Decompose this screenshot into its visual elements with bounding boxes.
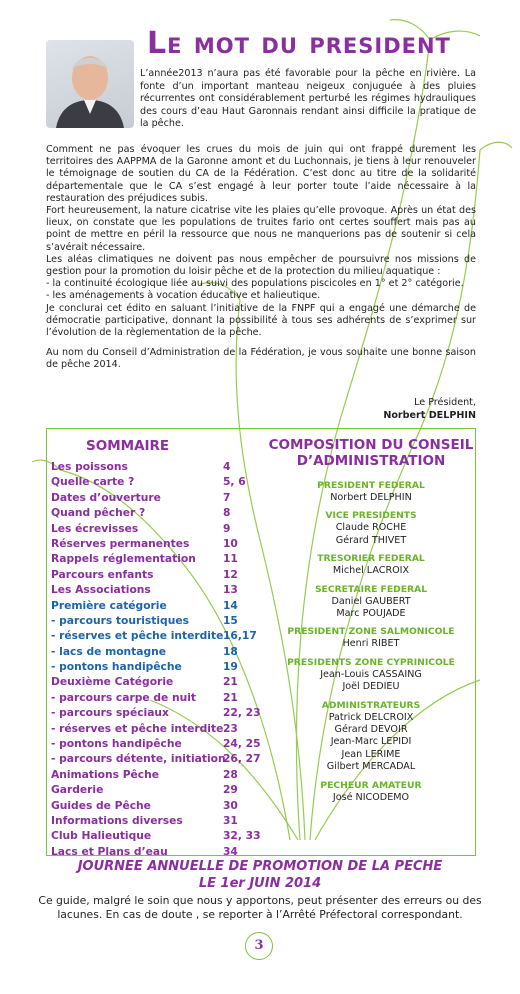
board-role: TRESORIER FEDERAL xyxy=(317,553,425,565)
sommaire-item[interactable] xyxy=(51,613,261,628)
sommaire-item[interactable] xyxy=(51,736,261,751)
body-paragraph: Fort heureusement, la nature cicatrise vite les plaies qu’elle provoque. Après un état des lieux, on constate que les populations de truites fario ont certes souffert mais pas au point de mettre en péril la ressource que nous ne manquerions pas de soutenir si cela s’avérait nécessaire. xyxy=(46,205,476,253)
signature xyxy=(383,396,476,422)
sommaire-item-page: 4 xyxy=(223,460,231,473)
sommaire-item-label: - réserves et pêche interdite xyxy=(51,721,224,735)
sommaire-item-label: - lacs de montagne xyxy=(51,644,166,658)
board-role: ADMINISTRATEURS xyxy=(321,699,421,711)
sommaire-item-label: - parcours détente, initiation xyxy=(51,752,226,766)
board-role: PECHEUR AMATEUR xyxy=(320,779,422,791)
sommaire-item-page: 8 xyxy=(223,506,231,520)
sommaire-item-page: 28 xyxy=(223,767,238,781)
sommaire-item[interactable] xyxy=(51,828,261,843)
sommaire-item-page: 13 xyxy=(223,583,238,597)
signature-name: Norbert DELPHIN xyxy=(383,410,476,421)
sommaire-item-label: Garderie xyxy=(51,783,104,797)
sommaire-item-page: 16,17 xyxy=(223,629,257,643)
sommaire-item-page: 11 xyxy=(223,552,238,566)
sommaire-item[interactable] xyxy=(51,751,261,766)
sommaire-item[interactable] xyxy=(51,521,261,536)
sommaire-item-label: - réserves et pêche interdite xyxy=(51,629,224,643)
board-member-name: Henri RIBET xyxy=(342,638,400,650)
sommaire-item[interactable] xyxy=(51,567,261,582)
sommaire-item-label: Quand pêcher ? xyxy=(51,506,146,520)
sommaire-item[interactable] xyxy=(51,798,261,813)
sommaire-item-page: 32, 33 xyxy=(223,829,261,843)
sommaire-item-page: 23 xyxy=(223,721,238,735)
body-paragraph: Je conclurai cet édito en saluant l’initiative de la FNPF qui a engagé une démarche de démocratie participative, donnant la possibilité à tous ses adhérents de s’exprimer sur l’évolution de la règlementation de la pêche. xyxy=(46,302,476,339)
sommaire-item[interactable] xyxy=(51,582,261,597)
board-member-name: Marc POUJADE xyxy=(336,608,406,620)
board-member-name: José NICODEMO xyxy=(332,791,410,803)
sommaire-item-page: 22, 23 xyxy=(223,706,261,720)
composition-title: COMPOSITION DU CONSEIL D’ADMINISTRATION xyxy=(268,437,474,469)
body-paragraph: Les aléas climatiques ne doivent pas nous empêcher de poursuivre nos missions de gestion pour la promotion du loisir pêche et de la protection du milieu aquatique : xyxy=(46,253,476,278)
sommaire-item-page: 14 xyxy=(223,598,238,612)
sommaire-item-page: 5, 6 xyxy=(223,475,246,489)
sommaire-item-label: Informations diverses xyxy=(51,813,183,827)
board-member-name: Gérard DEVOIR xyxy=(334,724,408,736)
sommaire-item-label: Lacs et Plans d’eau xyxy=(51,844,168,858)
sommaire-item-page: 29 xyxy=(223,783,238,797)
sommaire-item-label: Dates d’ouverture xyxy=(51,490,161,504)
sommaire-item[interactable] xyxy=(51,474,261,489)
board-member-name: Patrick DELCROIX xyxy=(328,711,414,723)
board-role: VICE PRESIDENTS xyxy=(325,510,417,522)
board-member-name: Joël DEDIEU xyxy=(342,681,400,693)
sommaire-list xyxy=(51,459,261,859)
board-role: PRESIDENT ZONE SALMONICOLE xyxy=(287,626,455,638)
board-member-name: Gilbert MERCADAL xyxy=(326,761,416,773)
sommaire-item[interactable] xyxy=(51,767,261,782)
board-role: PRESIDENTS ZONE CYPRINICOLE xyxy=(287,656,455,668)
sommaire-item[interactable] xyxy=(51,813,261,828)
sommaire-item-page: 15 xyxy=(223,613,238,627)
sommaire-item-page: 9 xyxy=(223,521,231,535)
sommaire-item-label: Deuxième Catégorie xyxy=(51,675,174,689)
sommaire-item[interactable] xyxy=(51,536,261,551)
board-member-name: Jean-Louis CASSAING xyxy=(320,668,422,680)
sommaire-item-label: - parcours spéciaux xyxy=(51,706,169,720)
board-member-name: Jean LERIME xyxy=(341,748,401,760)
sommaire-item-label: Les poissons xyxy=(51,460,128,473)
page-title: Le mot du president xyxy=(147,26,451,61)
disclaimer-line: lacunes. En cas de doute , se reporter à l’Arrêté Préfectoral correspondant. xyxy=(57,908,463,921)
disclaimer-note xyxy=(0,894,520,922)
sommaire-item-page: 21 xyxy=(223,690,238,704)
sommaire-item-page: 24, 25 xyxy=(223,737,261,751)
sommaire-item-label: Quelle carte ? xyxy=(51,475,135,489)
sommaire-item-label: Guides de Pêche xyxy=(51,798,151,812)
sommaire-item-label: Première catégorie xyxy=(51,598,167,612)
sommaire-item-label: - parcours carpe de nuit xyxy=(51,690,196,704)
sommaire-item-label: Rappels réglementation xyxy=(51,552,196,566)
sommaire-item-label: Réserves permanentes xyxy=(51,536,190,550)
sommaire-item[interactable] xyxy=(51,721,261,736)
sommaire-item-label: Club Halieutique xyxy=(51,829,152,843)
sommaire-item[interactable] xyxy=(51,705,261,720)
sommaire-item[interactable] xyxy=(51,659,261,674)
body-paragraph: - les aménagements à vocation éducative et halieutique. xyxy=(46,290,321,302)
sommaire-item-page: 12 xyxy=(223,567,238,581)
board-role: SECRETAIRE FEDERAL xyxy=(314,583,428,595)
board-member-name: Gérard THIVET xyxy=(335,534,407,546)
sommaire-item-page: 26, 27 xyxy=(223,752,261,766)
sommaire-item-page: 19 xyxy=(223,660,238,674)
sommaire-item-page: 18 xyxy=(223,644,238,658)
page-number: 3 xyxy=(245,932,273,960)
board-member-name: Michel LACROIX xyxy=(332,565,410,577)
sommaire-item-label: - pontons handipêche xyxy=(51,660,182,674)
sommaire-item-page: 34 xyxy=(223,844,238,858)
sommaire-item[interactable] xyxy=(51,598,261,613)
body-paragraph: Comment ne pas évoquer les crues du mois de juin qui ont frappé durement les territoires des AAPPMA de la Garonne amont et du Luchonnais, je tiens à leur renouveler le témoignage de soutien du CA de la Fédération. C’est donc au titre de la solidarité départementale que le CA s’est engagé à leur porter toute l’aide nécessaire à la restauration des préjudices subis. xyxy=(46,144,476,204)
sommaire-item[interactable] xyxy=(51,644,261,659)
disclaimer-line: Ce guide, malgré le soin que nous y apportons, peut présenter des erreurs ou des xyxy=(38,894,482,907)
board-member-name: Claude ROCHE xyxy=(335,522,407,534)
president-photo xyxy=(46,40,134,128)
journee-line: JOURNEE ANNUELLE DE PROMOTION DE LA PECHE xyxy=(77,859,443,874)
sommaire-item-page: 30 xyxy=(223,798,238,812)
sommaire-item[interactable] xyxy=(51,674,261,689)
body-paragraph: - la continuité écologique liée au suivi des populations piscicoles en 1° et 2° catégorie. xyxy=(46,278,464,290)
intro-paragraph: L’année2013 n’aura pas été favorable pour la pêche en rivière. La fonte d’un important manteau neigeux conjuguée à des pluies récurrentes ont considérablement perturbé les régimes hydrauliques des cours d’eau Haut Garonnais rendant ainsi difficile la pratique de la pêche. xyxy=(140,68,476,129)
board-member-name: Norbert DELPHIN xyxy=(330,492,412,503)
sommaire-item-label: Les écrevisses xyxy=(51,521,139,535)
sommaire-item[interactable] xyxy=(51,490,261,505)
body-paragraph: Au nom du Conseil d’Administration de la Fédération, je vous souhaite une bonne saison de pêche 2014. xyxy=(46,347,476,371)
sommaire-item[interactable] xyxy=(51,551,261,566)
sommaire-item-label: Les Associations xyxy=(51,583,151,597)
sommaire-item-label: Parcours enfants xyxy=(51,567,154,581)
sommaire-item[interactable] xyxy=(51,782,261,797)
editorial-body xyxy=(46,144,476,372)
board-member-name: Daniel GAUBERT xyxy=(331,595,411,607)
sommaire-item-page: 31 xyxy=(223,813,238,827)
sommaire-item[interactable] xyxy=(51,459,261,474)
sommaire-item[interactable] xyxy=(51,690,261,705)
sommaire-item-page: 21 xyxy=(223,675,238,689)
sommaire-item[interactable] xyxy=(51,628,261,643)
sommaire-item[interactable] xyxy=(51,844,261,859)
sommaire-item-label: Animations Pêche xyxy=(51,767,159,781)
composition-list xyxy=(266,480,476,804)
sommaire-item-label: - parcours touristiques xyxy=(51,613,189,627)
journee-banner xyxy=(0,858,520,892)
sommaire-item-page: 7 xyxy=(223,490,231,504)
board-role: PRESIDENT FEDERAL xyxy=(317,480,425,491)
sommaire-item[interactable] xyxy=(51,505,261,520)
signature-role: Le Président, xyxy=(414,397,476,408)
sommaire-title: SOMMAIRE xyxy=(86,438,170,454)
sommaire-item-label: - pontons handipêche xyxy=(51,737,182,751)
journee-date: LE 1er JUIN 2014 xyxy=(198,876,322,891)
board-member-name: Jean-Marc LEPIDI xyxy=(330,736,412,748)
sommaire-item-page: 10 xyxy=(223,536,238,550)
